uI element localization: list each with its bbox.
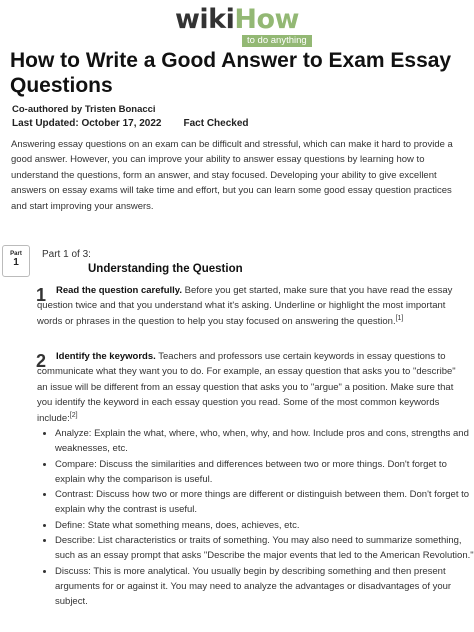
step-body: Teachers and professors use certain keywords in essay questions to communicate what they want you to do. For example, an essay question that asks you to "describe" an issue will be different from an essay question that asks you to "argue" a position. Make sure that you identify the keyword in each essay question you read. Some of the most common keywords include: xyxy=(37,351,456,424)
part-badge-number: 1 xyxy=(13,257,19,268)
logo-wiki-text: wiki xyxy=(174,4,235,35)
last-updated: Last Updated: October 17, 2022 xyxy=(12,118,162,129)
step-number: 1 xyxy=(36,285,47,305)
article-title: How to Write a Good Answer to Exam Essay Questions xyxy=(10,49,452,97)
step-text xyxy=(37,283,461,329)
list-item: • Discuss: This is more analytical. You usually begin by describing something and then present arguments for or against it. You may need to analyze the advantages or disadvantages of your subject. xyxy=(55,564,474,610)
list-item: • Describe: List characteristics or traits of something. You may also need to summarize something, such as an essay prompt that asks "Describe the major events that led to the American Revolution." xyxy=(55,533,474,564)
coauthor-line[interactable]: Co-authored by Tristen Bonacci xyxy=(12,104,156,115)
step-heading: Identify the keywords. xyxy=(56,351,156,362)
article-intro: Answering essay questions on an exam can be difficult and stressful, which can make it hard to provide a good answer. However, you can improve your ability to answer essay questions by learning how to understand the questions, form an answer, and stay focused. Developing your ability to give excellent answers on essay exams will take time and effort, but you can learn some good essay question practices and start improving your answers. xyxy=(11,139,453,212)
list-item: • Analyze: Explain the what, where, who, when, why, and how. Include pros and cons, strengths and weaknesses, etc. xyxy=(55,426,474,457)
part-counter: Part 1 of 3: xyxy=(42,249,91,260)
step-number: 2 xyxy=(36,351,47,371)
list-item: • Compare: Discuss the similarities and differences between two or more things. Don't forget to explain why the comparison is useful. xyxy=(55,457,474,488)
updated-line xyxy=(12,118,249,129)
step-body: Before you get started, make sure that you have read the essay question twice and that you understand what it's asking. Underline or highlight the most important words or phrases in the question to help you stay focused on answering the question. xyxy=(37,285,453,327)
logo-wordmark xyxy=(175,6,299,34)
step-text xyxy=(37,349,461,426)
logo-how-text: How xyxy=(234,4,299,35)
reference-link[interactable]: [1] xyxy=(395,314,404,322)
keyword-list xyxy=(43,426,474,610)
list-item: • Contrast: Discuss how two or more things are different or distinguish between them. Don't forget to explain why the contrast is useful. xyxy=(55,487,474,518)
wikihow-logo[interactable] xyxy=(0,4,474,46)
reference-link[interactable]: [2] xyxy=(69,411,78,419)
fact-checked-badge[interactable]: Fact Checked xyxy=(183,118,249,129)
list-item: • Define: State what something means, does, achieves, etc. xyxy=(55,518,474,533)
part-badge-label: Part xyxy=(10,251,22,257)
part-badge xyxy=(2,245,30,277)
logo-tagline: to do anything xyxy=(242,35,312,47)
step-heading: Read the question carefully. xyxy=(56,285,182,296)
part-title: Understanding the Question xyxy=(88,263,243,275)
